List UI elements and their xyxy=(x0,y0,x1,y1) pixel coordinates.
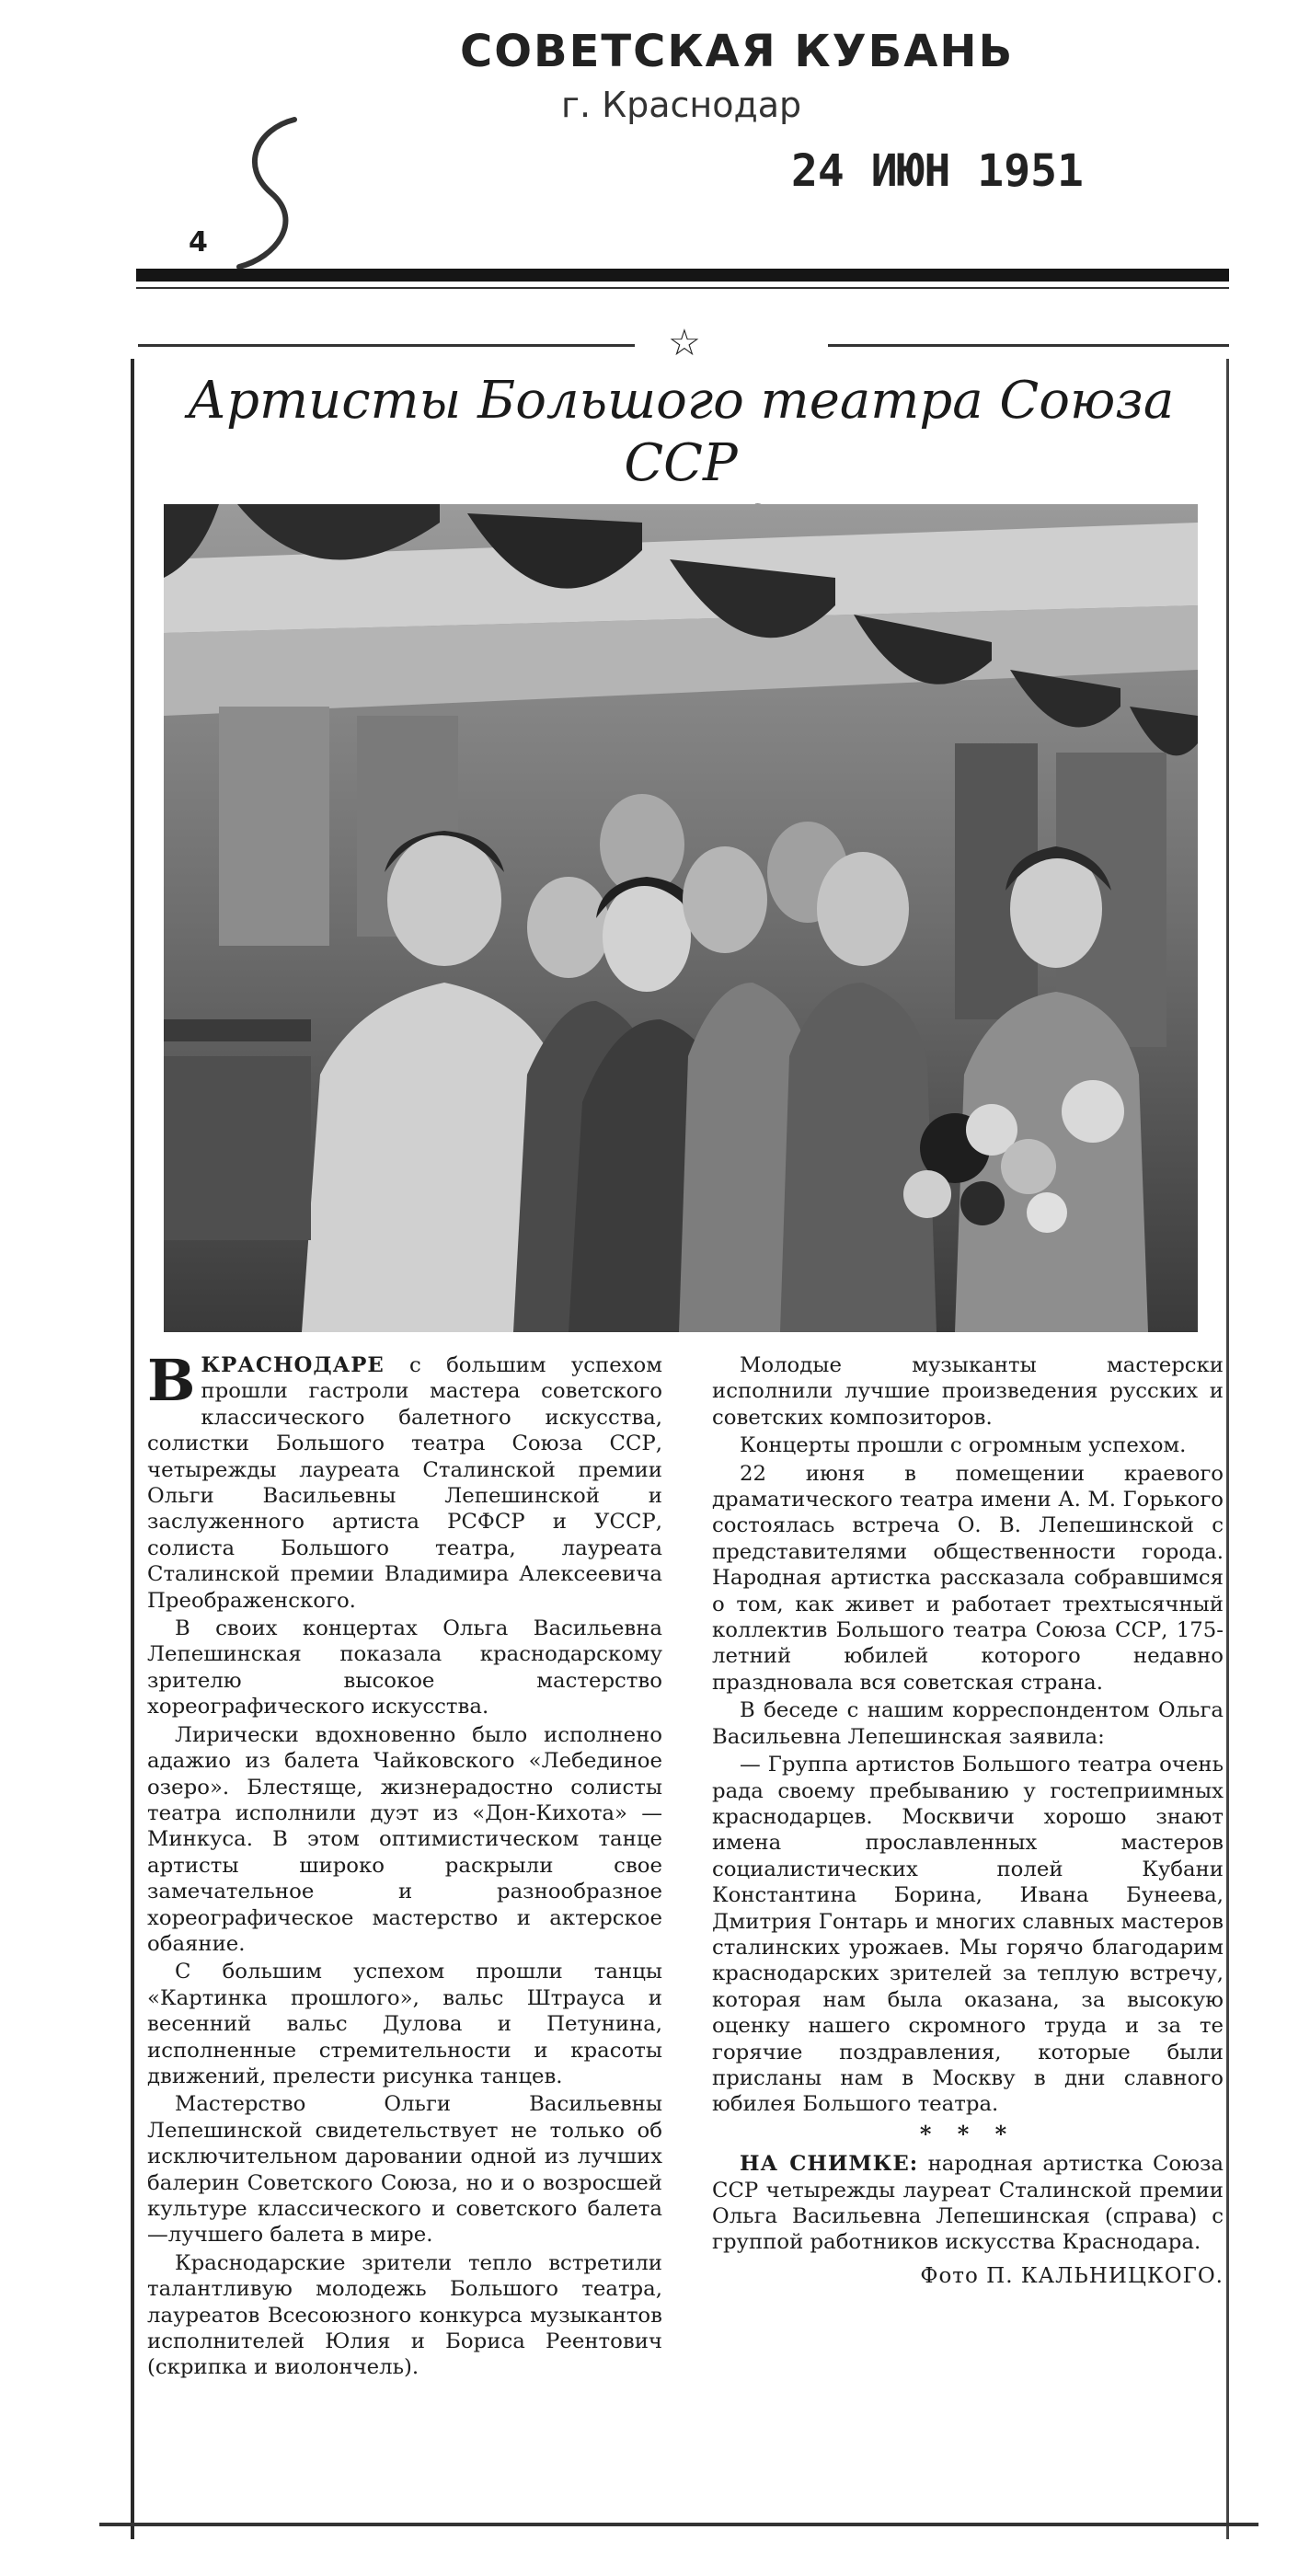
group-photo-illustration xyxy=(164,504,1198,1332)
page-header-rule xyxy=(136,269,1229,282)
paragraph: Молодые музыканты мастерски исполнили лучшие произведения русских и советских композиторов. xyxy=(712,1353,1224,1430)
paragraph: С большим успехом прошли танцы «Картинка прошлого», вальс Штрауса и весенний вальс Дулова и Петунина, исполненные стремительности и красоты движений, прелести рисунка танцев. xyxy=(147,1960,662,2088)
handwritten-mark-icon xyxy=(221,110,322,276)
page-number: 4 xyxy=(189,226,208,259)
star-icon: ☆ xyxy=(668,322,701,364)
paragraph: Лирически вдохновенно было исполнено адажио из балета Чайковского «Лебединое озеро». Блестяще, жизнерадостно солисты театра исполнили дуэт из «Дон-Кихота» — Минкуса. В этом оптимистическом танце артисты широко раскрыли свое замечательное и разнообразное хореографическое мастерство и актерское обаяние. xyxy=(147,1722,662,1956)
page-header-rule-thin xyxy=(136,287,1229,289)
paragraph: Концерты прошли с огромным успехом. xyxy=(740,1433,1187,1458)
stamp-date: 24 ИЮН 1951 xyxy=(791,145,1084,197)
stamp-newspaper-name: СОВЕТСКАЯ КУБАНЬ xyxy=(460,26,1015,77)
paragraph: В своих концертах Ольга Васильевна Лепешинская показала краснодарскому зрителю высокое мастерство хореографического искусства. xyxy=(147,1616,662,1719)
divider-right xyxy=(828,344,1229,347)
article-frame-bottom xyxy=(99,2523,1258,2526)
article-photo xyxy=(164,504,1198,1332)
paragraph: 22 июня в помещении краевого драматического театра имени А. М. Горького состоялась встреча О. В. Лепешинской с представителями общественности города. Народная артистка рассказала собравшимся о том, как живет и работает трехтысячный коллектив Большого театра Союза ССР, 175-летний юбилей которого недавно праздновала вся советская страна. xyxy=(712,1461,1224,1695)
separator-stars: * * * xyxy=(919,2120,1017,2147)
paragraph: В беседе с нашим корреспондентом Ольга Васильевна Лепешинская заявила: xyxy=(712,1698,1224,1749)
paragraph: Мастерство Ольги Васильевны Лепешинской свидетельствует не только об исключительном даровании одной из лучших балерин Советского Союза, но и о возросшей культуре классического и советского балета—лучшего балета в мире. xyxy=(147,2092,662,2248)
paragraph: — Группа артистов Большого театра очень рада своему пребыванию у гостеприимных краснодарцев. Москвичи хорошо знают имена прославленных мастеров социалистических полей Кубани Константина Борина, Ивана Бунеева, Дмитрия Гонтарь и многих славных мастеров сталинских урожаев. Мы горячо благодарим краснодарских зрителей за теплую встречу, которая нам была оказана, за высокую оценку нашего скромного труда и за те горячие поздравления, которые были присланы нам в Москву в дни славного юбилея Большого театра. xyxy=(712,1753,1224,2117)
lead-word: КРАСНОДАРЕ xyxy=(201,1353,385,1377)
photo-caption xyxy=(712,2151,1224,2256)
headline-line-1: Артисты Большого театра Союза ССР xyxy=(187,371,1175,493)
column-right xyxy=(712,1352,1224,2289)
article-body xyxy=(147,1347,1224,2502)
column-left xyxy=(147,1347,662,2383)
photo-credit: Фото П. КАЛЬНИЦКОГО. xyxy=(920,2263,1224,2288)
caption-text: народная артистка Союза ССР четырежды лауреат Сталинской премии Ольга Васильевна Лепешинская (справа) с группой работников искусства Краснодара. xyxy=(712,2152,1224,2255)
drop-cap: В xyxy=(147,1347,196,1414)
paragraph-text: с большим успехом прошли гастроли мастера советского классического балетного искусства, солистки Большого театра Союза ССР, четырежды лауреата Сталинской премии Ольги Васильевны Лепешинской и заслуженного артиста РСФСР и УССР, солиста Большого театра, лауреата Сталинской премии Владимира Алексеевича Преображенского. xyxy=(147,1353,662,1613)
stamp-city: г. Краснодар xyxy=(561,85,802,125)
paragraph: Краснодарские зрители тепло встретили талантливую молодежь Большого театра, лауреатов Всесоюзного конкурса музыкантов исполнителей Юлия и Бориса Реентович (скрипка и виолончель). xyxy=(147,2250,662,2380)
divider-left xyxy=(138,344,635,347)
caption-label: НА СНИМКЕ: xyxy=(740,2152,919,2177)
paragraph-lead xyxy=(147,1347,662,1614)
